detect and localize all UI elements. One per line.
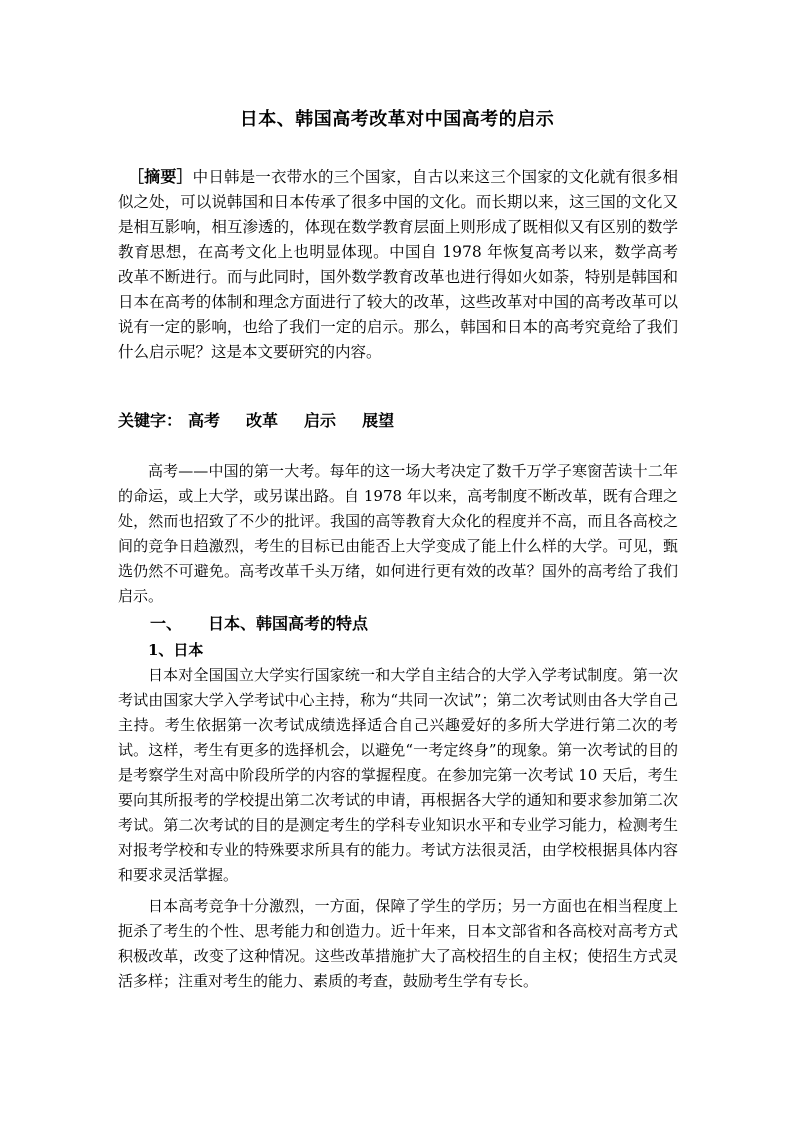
subsection-heading: 1、日本 [148,641,204,659]
keywords-label: 关键字： [118,411,183,430]
document-title: 日本、韩国高考改革对中国高考的启示 [239,109,555,130]
keyword-item: 启示 [304,411,337,430]
section-title: 日本、韩国高考的特点 [208,614,369,633]
keyword-item: 高考 [188,411,221,430]
document-body [118,459,678,994]
body-paragraph: 日本高考竞争十分激烈，一方面，保障了学生的学历；另一方面也在相当程度上扼杀了考生的个性、思考能力和创造力。近十年来，日本文部省和各高校对高考方式积极改革，改变了这种情况。这些改革措施扩大了高校招生的自主权；使招生方式灵活多样；注重对考生的能力、素质的考查，鼓励考生学有专长。 [118,897,678,990]
abstract-text: 中日韩是一衣带水的三个国家，自古以来这三个国家的文化就有很多相似之处，可以说韩国和日本传承了很多中国的文化。而长期以来，这三国的文化又是相互影响，相互渗透的，体现在数学教育层面上则形成了既相似又有区别的数学教育思想，在高考文化上也明显体现。中国自 1978 年恢复高考以来，数学高考改革不断进行。而与此同时，国外数学教育改革也进行得如火如荼，特别是韩国和日本在高考的体制和理念方面进行了较大的改革，这些改革对中国的高考改革可以说有一定的影响，也给了我们一定的启示。那么，韩国和日本的高考究竟给了我们什么启示呢？这是本文要研究的内容。 [118,168,678,361]
abstract-label: ［摘要］ [128,167,193,186]
section-number: 一、 [150,614,183,633]
intro-paragraph: 高考——中国的第一大考。每年的这一场大考决定了数千万学子寒窗苦读十二年的命运，或上大学，或另谋出路。自 1978 年以来，高考制度不断改革，既有合理之处，然而也招致了不少的批评。我国的高等教育大众化的程度并不高，而且各高校之间的竞争日趋激烈，考生的目标已由能否上大学变成了能上什么样的大学。可见，甄选仍然不可避免。高考改革千头万绪，如何进行更有效的改革？国外的高考给了我们启示。 [118,462,678,605]
section-heading [118,611,678,636]
keywords-line [118,408,678,431]
body-paragraph: 日本对全国国立大学实行国家统一和大学自主结合的大学入学考试制度。第一次考试由国家大学入学考试中心主持，称为“共同一次试”；第二次考试则由各大学自己主持。考生依据第一次考试成绩选择适合自己兴趣爱好的多所大学进行第二次的考试。这样，考生有更多的选择机会，以避免“一考定终身”的现象。第一次考试的目的是考察学生对高中阶段所学的内容的掌握程度。在参加完第一次考试 10 天后，考生要向其所报考的学校提出第二次考试的申请，再根据各大学的通知和要求参加第二次考试。第二次考试的目的是测定考生的学科专业知识水平和专业学习能力，检测考生对报考学校和专业的特殊要求所具有的能力。考试方法很灵活，由学校根据具体内容和要求灵活掌握。 [118,666,678,884]
keyword-item: 展望 [362,411,395,430]
abstract-paragraph [118,164,678,365]
keyword-item: 改革 [246,411,279,430]
